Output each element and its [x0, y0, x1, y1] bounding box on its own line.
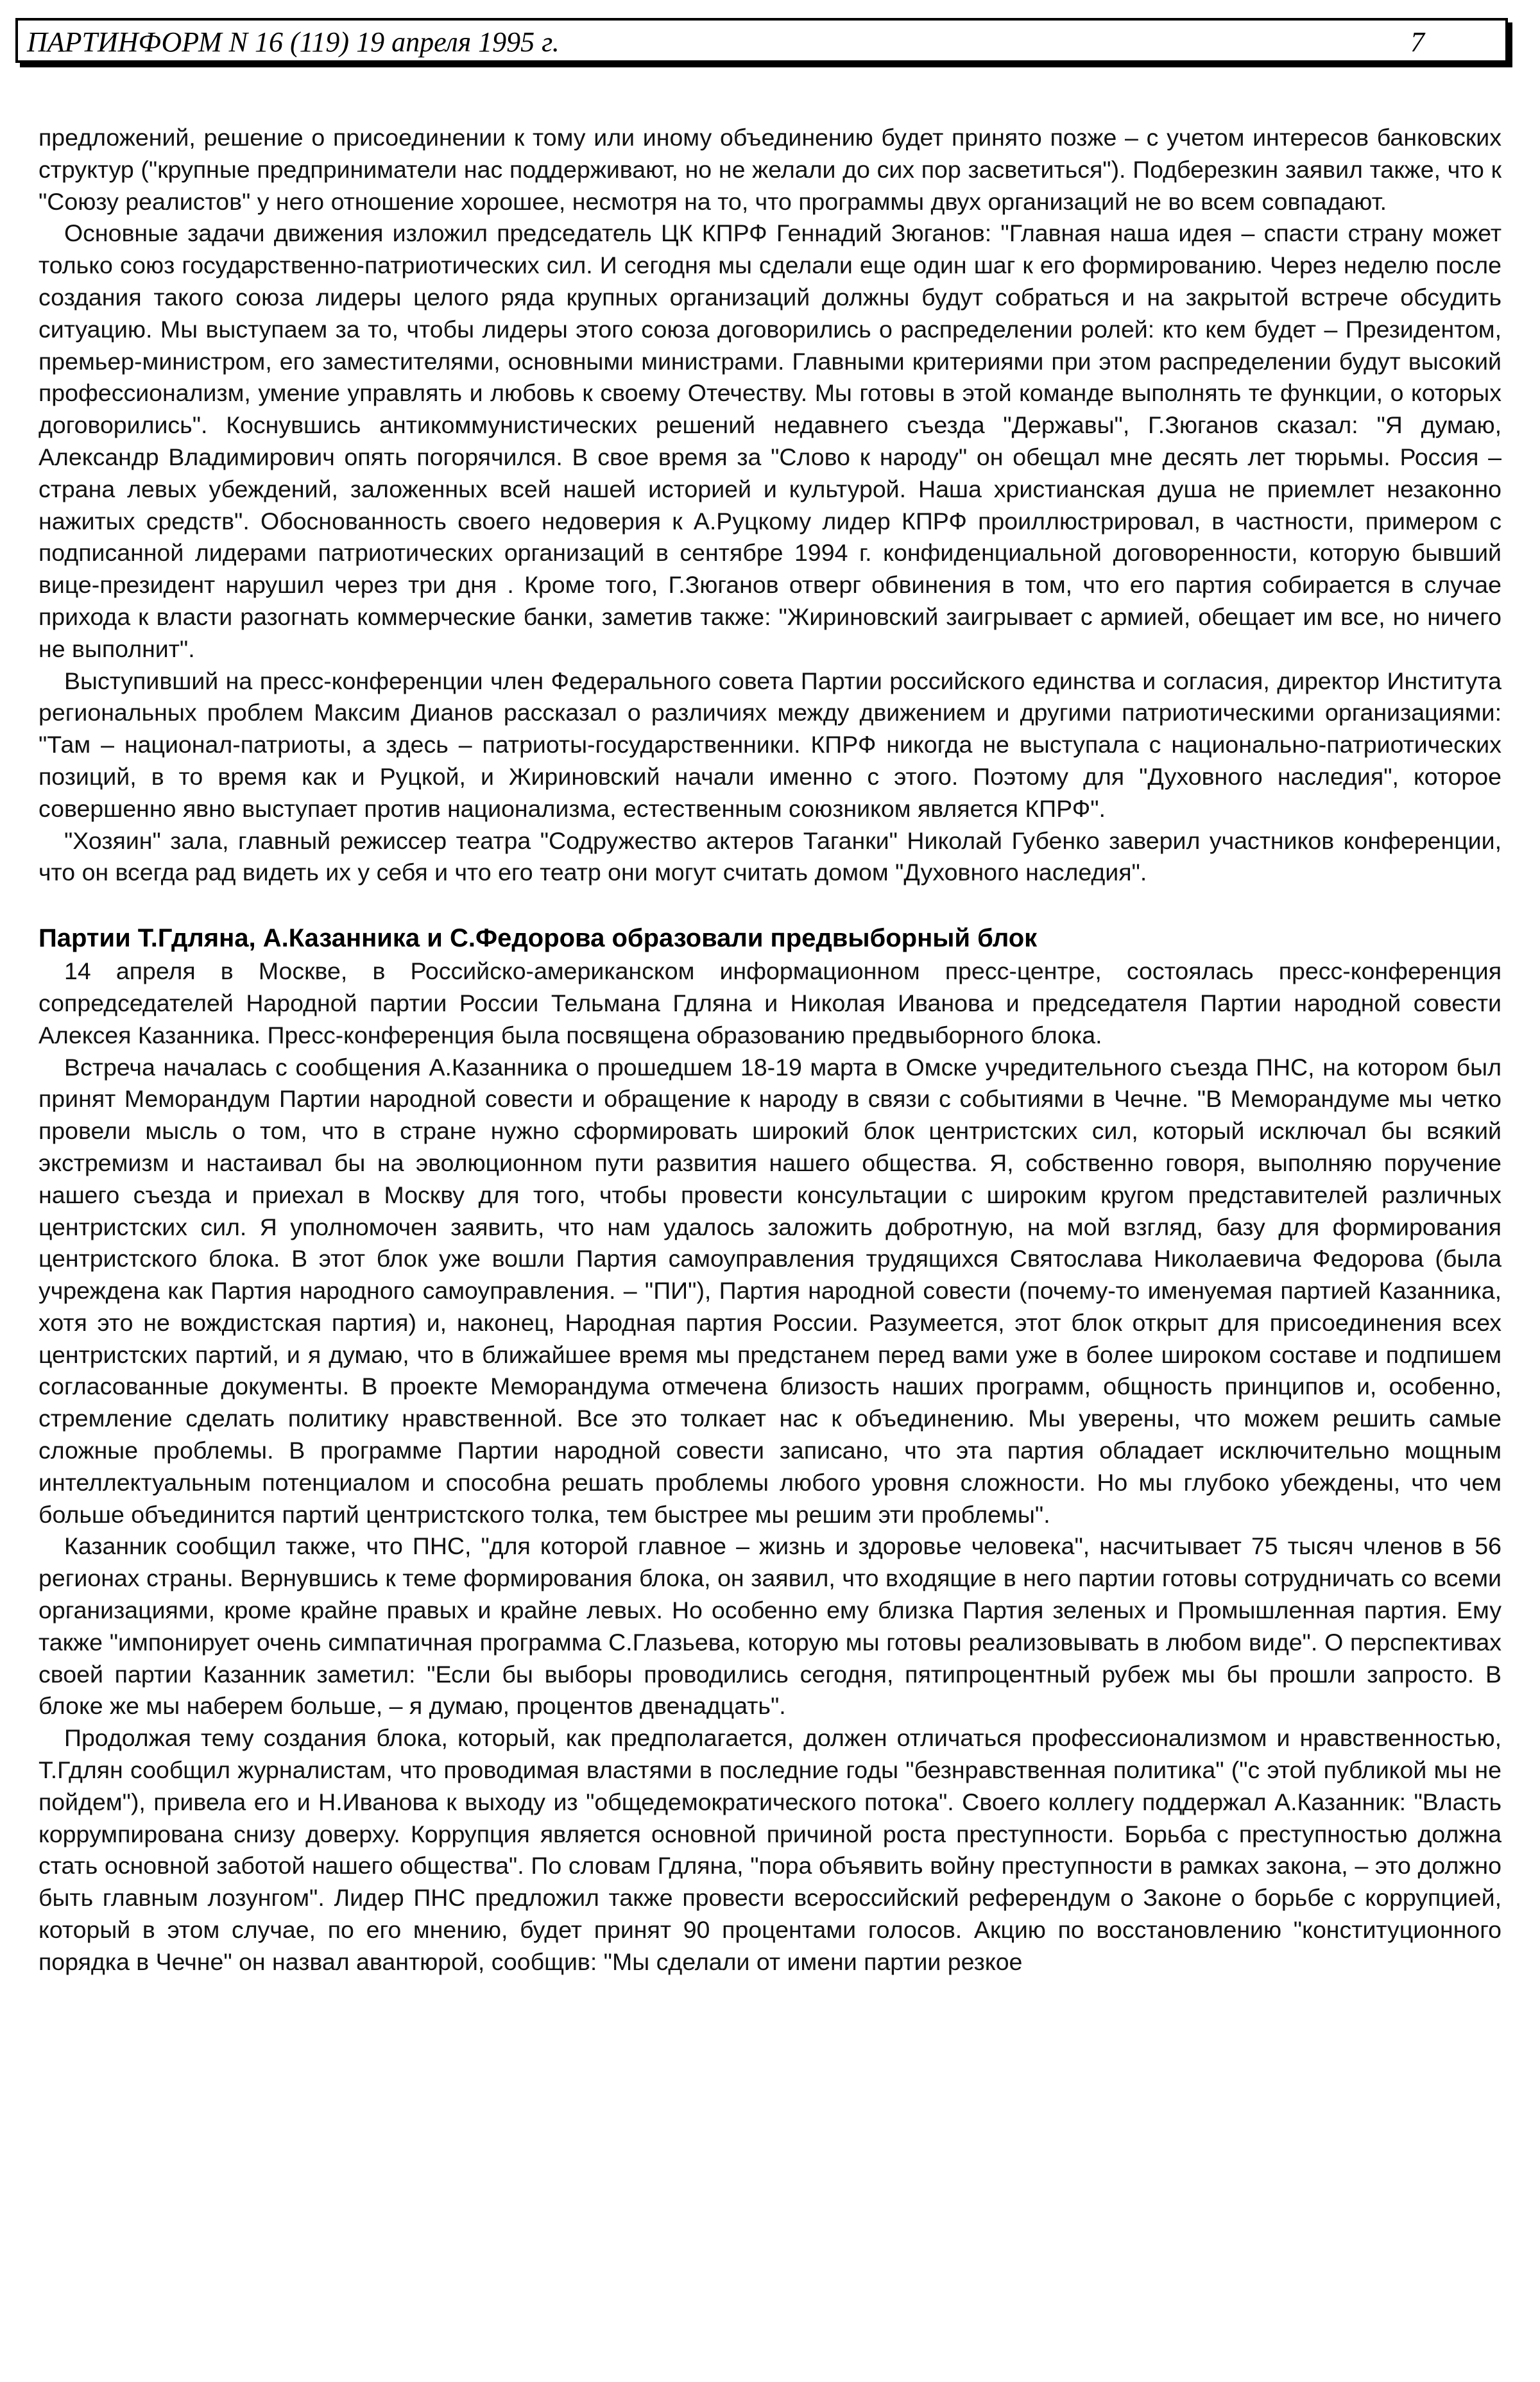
article2-paragraph-4: Продолжая тему создания блока, который, как предполагается, должен отличаться профессионализмом и нравственностью, Т.Гдлян сообщил журналистам, что проводимая властями в последние годы "безнравственная политика" ("с этой публикой мы не пойдем"), привела его и Н.Иванова к выходу из "общедемократического потока". Своего коллегу поддержал А.Казанник: "Власть коррумпирована снизу доверху. Коррупция является основной причиной роста преступности. Борьба с преступностью должна стать основной заботой нашего общества". По словам Гдляна, "пора объявить войну преступности в рамках закона, – это должно быть главным лозунгом". Лидер ПНС предложил также провести всероссийский референдум о Законе о борьбе с коррупцией, который в этом случае, по его мнению, будет принят 90 процентами голосов. Акцию по восстановлению "конституционного порядка в Чечне" он назвал авантюрой, сообщив: "Мы сделали от имени партии резкое — [38, 1724, 1502, 1975]
article-body — [38, 122, 1502, 1978]
article1-paragraph-4: "Хозяин" зала, главный режиссер театра "Содружество актеров Таганки" Николай Губенко заверил участников конференции, что он всегда рад видеть их у себя и что его театр они могут считать домом "Духовного наследия". — [38, 827, 1502, 886]
article1-paragraph-2: Основные задачи движения изложил председатель ЦК КПРФ Геннадий Зюганов: "Главная наша идея – спасти страну может только союз государственно-патриотических сил. И сегодня мы сделали еще один шаг к его формированию. Через неделю после создания такого союза лидеры целого ряда крупных организаций должны будут собраться и на закрытой встрече обсудить ситуацию. Мы выступаем за то, чтобы лидеры этого союза договорились о распределении ролей: кто кем будет – Президентом, премьер-министром, его заместителями, основными министрами. Главными критериями при этом распределении будут высокий профессионализм, умение управлять и любовь к своему Отечеству. Мы готовы в этой команде выполнять те функции, о которых договорились". Коснувшись антикоммунистических решений недавнего съезда "Державы", Г.Зюганов сказал: "Я думаю, Александр Владимирович опять погорячился. В свое время за "Слово к народу" он обещал мне десять лет тюрьмы. Россия – страна левых убеждений, заложенных всей нашей историей и культурой. Наша христианская душа не приемлет незаконно нажитых средств". Обоснованность своего недоверия к А.Руцкому лидер КПРФ проиллюстрировал, в частности, примером с подписанной лидерами патриотических организаций в сентябре 1994 г. конфиденциальной договоренности, которую бывший вице-президент нарушил через три дня . Кроме того, Г.Зюганов отверг обвинения в том, что его партия собирается в случае прихода к власти разогнать коммерческие банки, заметив также: "Жириновский заигрывает с армией, обещает им все, но ничего не выполнит". — [38, 219, 1502, 662]
section-gap — [38, 889, 1502, 921]
article2-paragraph-1: 14 апреля в Москве, в Российско-американском информационном пресс-центре, состоялась пресс-конференция сопредседателей Народной партии России Тельмана Гдляна и Николая Иванова и председателя Партии народной совести Алексея Казанника. Пресс-конференция была посвящена образованию предвыборного блока. — [38, 957, 1502, 1049]
article2-paragraph-3: Казанник сообщил также, что ПНС, "для которой главное – жизнь и здоровье человека", насчитывает 75 тысяч членов в 56 регионах страны. Вернувшись к теме формирования блока, он заявил, что входящие в него партии готовы сотрудничать со всеми организациями, кроме крайне правых и крайне левых. Но особенно ему близка Партия зеленых и Промышленная партия. Ему также "импонирует очень симпатичная программа С.Глазьева, которую мы готовы реализовывать в любом виде". О перспективах своей партии Казанник заметил: "Если бы выборы проводились сегодня, пятипроцентный рубеж мы бы прошли запросто. В блоке же мы наберем больше, – я думаю, процентов двенадцать". — [38, 1532, 1502, 1720]
running-header — [15, 18, 1508, 63]
article2-paragraph-2: Встреча началась с сообщения А.Казанника о прошедшем 18-19 марта в Омске учредительного съезда ПНС, на котором был принят Меморандум Партии народной совести и обращение к народу в связи с событиями в Чечне. "В Меморандуме мы четко провели мысль о том, что в стране нужно сформировать широкий блок центристских сил, который исключал бы всякий экстремизм и настаивал бы на эволюционном пути развития нашего общества. Я, собственно говоря, выполняю поручение нашего съезда и приехал в Москву для того, чтобы провести консультации с широким кругом представителей различных центристских сил. Я уполномочен заявить, что нам удалось заложить добротную, на мой взгляд, базу для формирования центристского блока. В этот блок уже вошли Партия самоуправления трудящихся Святослава Николаевича Федорова (была учреждена как Партия народного самоуправления. – "ПИ"), Партия народной совести (почему-то именуемая партией Казанника, хотя это не вождистская партия) и, наконец, Народная партия России. Разумеется, этот блок открыт для присоединения всех центристских партий, и я думаю, что в ближайшее время мы предстанем перед вами уже в более широком составе и подпишем согласованные документы. В проекте Меморандума отмечена близость наших программ, общность принципов и, особенно, стремление сделать политику нравственной. Все это толкает нас к объединению. Мы уверены, что можем решить самые сложные проблемы. В программе Партии народной совести записано, что эта партия обладает исключительно мощным интеллектуальным потенциалом и способна решать проблемы любого уровня сложности. Но мы глубоко убеждены, что чем больше объединится партий центристского толка, тем быстрее мы решим эти проблемы". — [38, 1053, 1502, 1528]
article2-headline: Партии Т.Гдляна, А.Казанника и С.Федорова образовали предвыборный блок — [38, 924, 1038, 953]
page-number: 7 — [1410, 26, 1425, 58]
publication-title: ПАРТИНФОРМ N 16 (119) 19 апреля 1995 г. — [27, 26, 560, 58]
article1-paragraph-1: предложений, решение о присоединении к тому или иному объединению будет принято позже – с учетом интересов банковских структур ("крупные предприниматели нас поддерживают, но не желали до сих пор засветиться"). Подберезкин заявил также, что к "Союзу реалистов" у него отношение хорошее, несмотря на то, что программы двух организаций не во всем совпадают. — [38, 124, 1502, 215]
article1-paragraph-3: Выступивший на пресс-конференции член Федерального совета Партии российского единства и согласия, директор Института региональных проблем Максим Дианов рассказал о различиях между движением и другими патриотическими организациями: "Там – национал-патриоты, а здесь – патриоты-государственники. КПРФ никогда не выступала с национально-патриотических позиций, в то время как и Руцкой, и Жириновский начали именно с этого. Поэтому для "Духовного наследия", которое совершенно явно выступает против национализма, естественным союзником является КПРФ". — [38, 667, 1502, 822]
